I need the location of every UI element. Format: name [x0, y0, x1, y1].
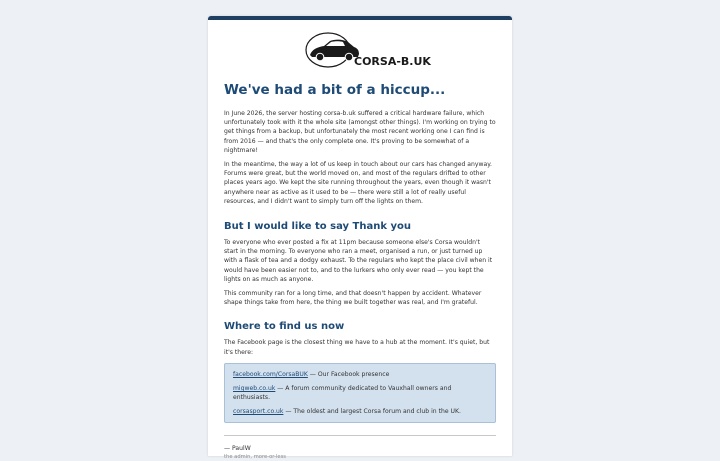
- link-description: — The oldest and largest Corsa forum and club in the UK.: [283, 407, 461, 415]
- intro-paragraph-1: In June 2026, the server hosting corsa-b.uk suffered a critical hardware failure, which unfortunately took with it the whole site (amongst other things). I'm working on trying to get things from a backup, but unfortunately the most recent working one I can find is from 2016 — and that's the only complete one. It's proving to be somewhat of a nightmare!: [224, 110, 496, 154]
- logo-text: CORSA-B.UK: [354, 55, 431, 68]
- link-item-facebook: [233, 368, 487, 382]
- thanks-paragraph-2: This community ran for a long time, and that doesn't happen by accident. Whatever shape things take from here, the thing we built together was real, and I'm grateful.: [224, 290, 482, 307]
- find-us-heading: Where to find us now: [224, 321, 345, 333]
- car-emblem-icon: [306, 33, 359, 67]
- facebook-link[interactable]: facebook.com/CorsaBUK: [233, 370, 308, 378]
- thanks-paragraph-1: To everyone who ever posted a fix at 11pm because someone else's Corsa wouldn't start in the morning. To everyone who ran a meet, organised a run, or just turned up with a flask of tea and a dodgy exhaust. To the regulars who kept the place civil when it would have been easier not to, and to the lurkers who only ever read — you kept the lights on as much as anyone.: [224, 239, 493, 283]
- signoff-name: — PaulW: [224, 444, 251, 452]
- links-box: [224, 363, 496, 423]
- find-us-intro: The Facebook page is the closest thing we have to a hub at the moment. It's quiet, but it's there:: [224, 339, 490, 356]
- signoff-subtitle: the admin, more-or-less: [224, 453, 287, 460]
- link-item-migweb: [233, 382, 487, 405]
- divider: [224, 435, 496, 436]
- page-card: [208, 16, 512, 460]
- link-description: — Our Facebook presence: [307, 370, 390, 378]
- link-item-corsasport: [233, 405, 487, 419]
- intro-paragraph-2: In the meantime, the way a lot of us keep in touch about our cars has changed anyway. Forums were great, but the world moved on, and most of the regulars drifted to other places years ago. We kept the site running throughout the years, even though it wasn't anywhere near as active as it used to be — there were still a lot of really useful resources, and I didn't want to simply turn off the lights on them.: [224, 161, 492, 205]
- thanks-heading: But I would like to say Thank you: [224, 221, 411, 233]
- link-description: — A forum community dedicated to Vauxhall owners and enthusiasts.: [233, 384, 452, 401]
- corsasport-link[interactable]: corsasport.co.uk: [233, 407, 284, 415]
- migweb-link[interactable]: migweb.co.uk: [233, 384, 276, 392]
- site-logo[interactable]: [304, 30, 431, 70]
- page-title: We've had a bit of a hiccup...: [224, 82, 446, 98]
